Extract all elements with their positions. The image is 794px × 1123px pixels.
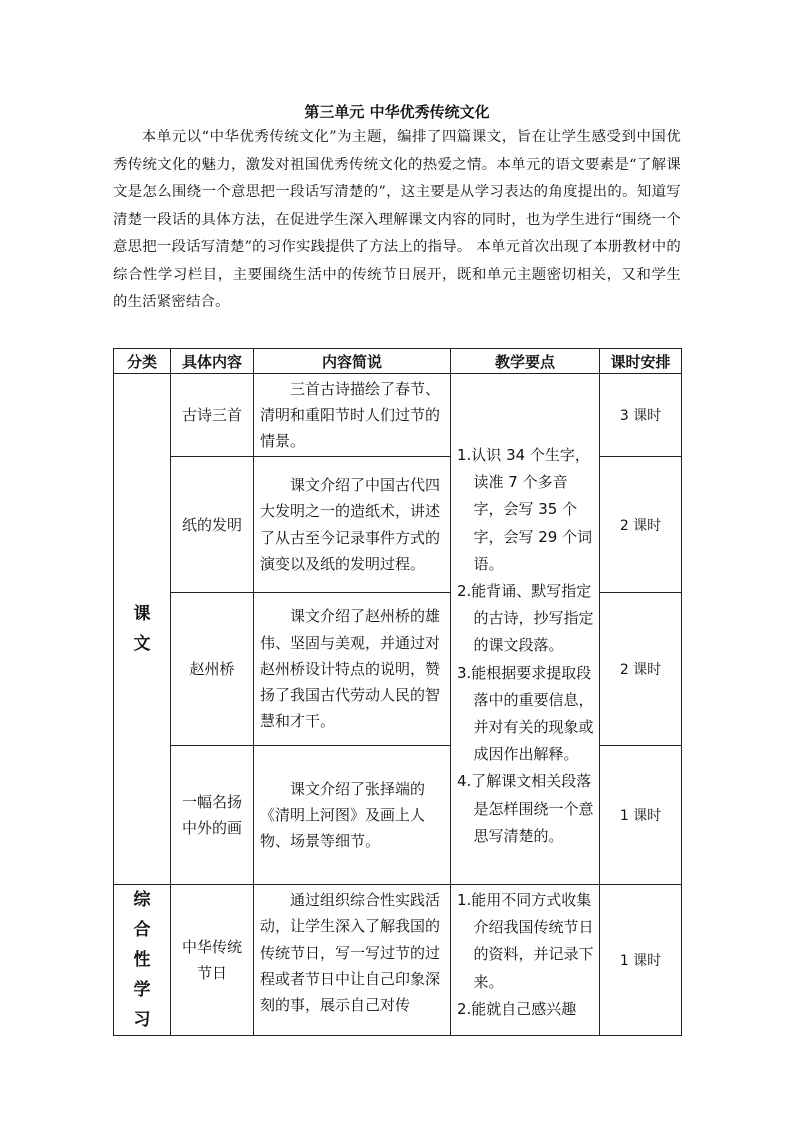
content-cell: 中华传统节日 [171, 885, 254, 1036]
content-cell: 古诗三首 [171, 374, 254, 457]
category-char: 学 [133, 980, 151, 1000]
category-char: 合 [133, 920, 151, 940]
hours-cell: 2 课时 [600, 593, 682, 746]
page-title: 第三单元 中华优秀传统文化 [304, 103, 490, 121]
category-char: 课 [133, 604, 151, 624]
teaching-point: 1.能用不同方式收集介绍我国传统节日的资料，并记录下来。 [457, 891, 594, 991]
table-header-row [114, 349, 682, 374]
category-char: 综 [133, 890, 151, 910]
category-char: 习 [133, 1010, 151, 1030]
teaching-points-cell [451, 885, 600, 1036]
teaching-point: 3.能根据要求提取段落中的重要信息，并对有关的现象或成因作出解释。 [457, 663, 594, 764]
header-hours: 课时安排 [600, 349, 682, 374]
category-char: 文 [133, 634, 151, 654]
teaching-point: 1.认识 34 个生字，读准 7 个多音字，会写 35 个字，会写 29 个词语。 [457, 446, 593, 573]
table-row [114, 374, 682, 457]
hours-cell: 2 课时 [600, 457, 682, 593]
header-teaching-points: 教学要点 [451, 349, 600, 374]
lesson-plan-table [113, 348, 682, 1036]
category-char: 性 [133, 950, 151, 970]
summary-cell: 课文介绍了中国古代四大发明之一的造纸术，讲述了从古至今记录事件方式的演变以及纸的发明过程。 [254, 457, 451, 593]
hours-cell: 3 课时 [600, 374, 682, 457]
intro-paragraph [113, 124, 681, 317]
category-cell [114, 374, 171, 885]
summary-cell: 通过组织综合性实践活动，让学生深入了解我国的传统节日，写一写过节的过程或者节日中让自己印象深刻的事，展示自己对传 [254, 885, 451, 1036]
header-category: 分类 [114, 349, 171, 374]
header-content: 具体内容 [171, 349, 254, 374]
summary-cell: 课文介绍了张择端的《清明上河图》及画上人物、场景等细节。 [254, 746, 451, 885]
teaching-point: 2.能背诵、默写指定的古诗，抄写指定的课文段落。 [457, 582, 594, 655]
hours-cell: 1 课时 [600, 885, 682, 1036]
teaching-point: 4.了解课文相关段落是怎样围绕一个意思写清楚的。 [457, 772, 594, 845]
content-cell: 赵州桥 [171, 593, 254, 746]
table-row [114, 885, 682, 1036]
header-summary: 内容简说 [254, 349, 451, 374]
teaching-point: 2.能就自己感兴趣 [457, 999, 577, 1018]
hours-cell: 1 课时 [600, 746, 682, 885]
teaching-points-cell [451, 374, 600, 885]
intro-text: 本单元以“中华优秀传统文化”为主题，编排了四篇课文，旨在让学生感受到中国优秀传统文化的魅力，激发对祖国优秀传统文化的热爱之情。本单元的语文要素是“了解课文是怎么围绕一个意思把一段话写清楚的”，这主要是从学习表达的角度提出的。知道写清楚一段话的具体方法，在促进学生深入理解课文内容的同时，也为学生进行“围绕一个意思把一段话写清楚”的习作实践提供了方法上的指导。 本单元首次出现了本册教材中的综合性学习栏目，主要围绕生活中的传统节日展开，既和单元主题密切相关，又和学生的生活紧密结合。 [113, 129, 681, 310]
summary-cell: 三首古诗描绘了春节、清明和重阳节时人们过节的情景。 [254, 374, 451, 457]
content-cell: 一幅名扬中外的画 [171, 746, 254, 885]
summary-cell: 课文介绍了赵州桥的雄伟、坚固与美观，并通过对赵州桥设计特点的说明，赞扬了我国古代劳动人民的智慧和才干。 [254, 593, 451, 746]
category-cell [114, 885, 171, 1036]
content-cell: 纸的发明 [171, 457, 254, 593]
